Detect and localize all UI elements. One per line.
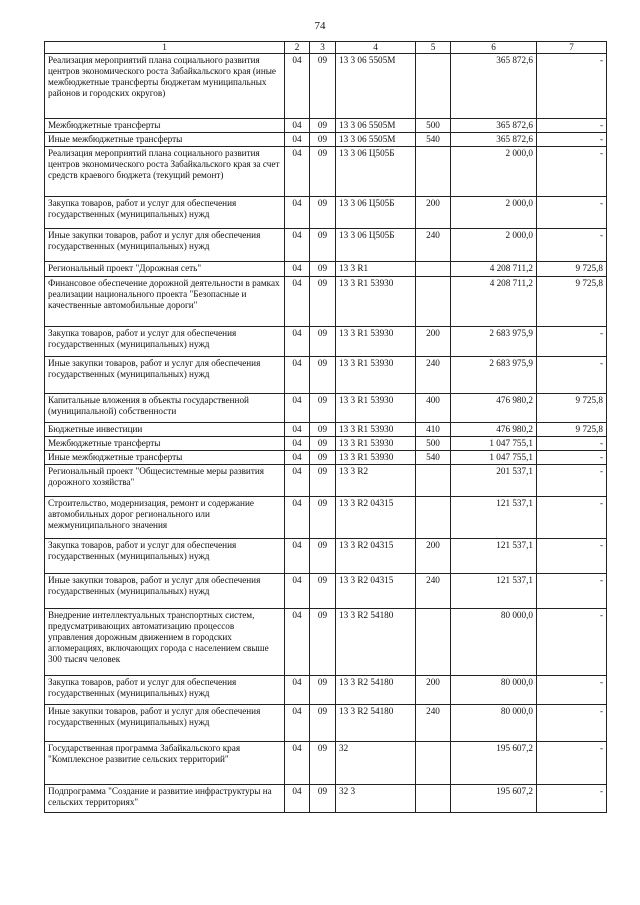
header-cell: 4 [336, 42, 416, 54]
row-target-cell: 13 3 R2 04315 [336, 574, 416, 609]
table-row [45, 197, 607, 229]
row-subsection-cell: 09 [310, 394, 336, 423]
row-type-cell [416, 785, 451, 813]
row-amount-cell: 4 208 711,2 [451, 262, 537, 277]
row-subsection-cell: 09 [310, 539, 336, 574]
row-amount-cell: 201 537,1 [451, 465, 537, 497]
row-section-cell: 04 [285, 327, 310, 357]
row-type-cell [416, 262, 451, 277]
row-target-cell: 13 3 06 5505М [336, 54, 416, 119]
row-type-cell [416, 497, 451, 539]
row-type-cell: 200 [416, 327, 451, 357]
row-amount-cell: 80 000,0 [451, 676, 537, 705]
row-amount2-cell: - [537, 327, 607, 357]
table-row [45, 147, 607, 197]
header-cell: 7 [537, 42, 607, 54]
row-section-cell: 04 [285, 54, 310, 119]
row-amount2-cell: - [537, 197, 607, 229]
row-type-cell: 400 [416, 394, 451, 423]
row-amount2-cell: - [537, 785, 607, 813]
row-target-cell: 13 3 R2 54180 [336, 676, 416, 705]
row-type-cell: 240 [416, 574, 451, 609]
row-amount-cell: 1 047 755,1 [451, 451, 537, 465]
table-row [45, 785, 607, 813]
row-subsection-cell: 09 [310, 423, 336, 437]
row-target-cell: 13 3 R1 53930 [336, 327, 416, 357]
row-type-cell: 410 [416, 423, 451, 437]
row-type-cell: 200 [416, 197, 451, 229]
row-section-cell: 04 [285, 742, 310, 785]
row-amount2-cell: - [537, 119, 607, 133]
row-amount-cell: 476 980,2 [451, 394, 537, 423]
row-target-cell: 13 3 06 Ц505Б [336, 229, 416, 262]
row-name-cell: Закупка товаров, работ и услуг для обеспечения государственных (муниципальных) нужд [45, 676, 285, 705]
row-amount-cell: 195 607,2 [451, 742, 537, 785]
row-amount-cell: 2 000,0 [451, 229, 537, 262]
row-subsection-cell: 09 [310, 451, 336, 465]
row-amount2-cell: 9 725,8 [537, 277, 607, 327]
row-section-cell: 04 [285, 119, 310, 133]
row-amount2-cell: 9 725,8 [537, 394, 607, 423]
row-type-cell [416, 609, 451, 676]
row-section-cell: 04 [285, 197, 310, 229]
row-subsection-cell: 09 [310, 54, 336, 119]
table-row [45, 262, 607, 277]
row-name-cell: Подпрограмма "Создание и развитие инфраструктуры на сельских территориях" [45, 785, 285, 813]
row-subsection-cell: 09 [310, 357, 336, 394]
row-type-cell: 500 [416, 437, 451, 451]
row-type-cell [416, 277, 451, 327]
row-type-cell: 500 [416, 119, 451, 133]
row-amount-cell: 1 047 755,1 [451, 437, 537, 451]
header-row [45, 42, 607, 54]
row-amount-cell: 80 000,0 [451, 609, 537, 676]
row-type-cell [416, 465, 451, 497]
row-section-cell: 04 [285, 133, 310, 147]
row-amount2-cell: - [537, 133, 607, 147]
row-amount-cell: 2 000,0 [451, 147, 537, 197]
row-type-cell [416, 147, 451, 197]
table-row [45, 394, 607, 423]
row-section-cell: 04 [285, 465, 310, 497]
row-subsection-cell: 09 [310, 609, 336, 676]
row-amount2-cell: 9 725,8 [537, 423, 607, 437]
row-target-cell: 13 3 R2 54180 [336, 609, 416, 676]
row-subsection-cell: 09 [310, 262, 336, 277]
row-target-cell: 13 3 R2 54180 [336, 705, 416, 742]
row-amount2-cell: - [537, 676, 607, 705]
row-amount2-cell: - [537, 451, 607, 465]
row-amount-cell: 121 537,1 [451, 574, 537, 609]
row-subsection-cell: 09 [310, 229, 336, 262]
table-row [45, 357, 607, 394]
row-name-cell: Межбюджетные трансферты [45, 437, 285, 451]
row-target-cell: 13 3 R1 53930 [336, 394, 416, 423]
row-type-cell: 200 [416, 676, 451, 705]
row-target-cell: 13 3 06 5505М [336, 133, 416, 147]
row-target-cell: 13 3 R1 [336, 262, 416, 277]
row-target-cell: 13 3 R1 53930 [336, 277, 416, 327]
row-section-cell: 04 [285, 497, 310, 539]
row-name-cell: Закупка товаров, работ и услуг для обеспечения государственных (муниципальных) нужд [45, 197, 285, 229]
table-row [45, 676, 607, 705]
table-row [45, 54, 607, 119]
row-subsection-cell: 09 [310, 277, 336, 327]
row-target-cell: 13 3 06 Ц505Б [336, 197, 416, 229]
row-target-cell: 13 3 R2 04315 [336, 497, 416, 539]
row-amount2-cell: - [537, 742, 607, 785]
row-section-cell: 04 [285, 437, 310, 451]
row-subsection-cell: 09 [310, 197, 336, 229]
row-amount2-cell: - [537, 574, 607, 609]
row-name-cell: Иные закупки товаров, работ и услуг для обеспечения государственных (муниципальных) нужд [45, 705, 285, 742]
row-amount-cell: 476 980,2 [451, 423, 537, 437]
row-type-cell: 540 [416, 133, 451, 147]
header-cell: 3 [310, 42, 336, 54]
row-section-cell: 04 [285, 574, 310, 609]
table-row [45, 119, 607, 133]
row-amount2-cell: - [537, 357, 607, 394]
table-row [45, 327, 607, 357]
row-section-cell: 04 [285, 785, 310, 813]
row-subsection-cell: 09 [310, 676, 336, 705]
row-subsection-cell: 09 [310, 133, 336, 147]
row-amount-cell: 365 872,6 [451, 119, 537, 133]
row-amount2-cell: - [537, 465, 607, 497]
header-cell: 6 [451, 42, 537, 54]
row-subsection-cell: 09 [310, 785, 336, 813]
row-amount2-cell: 9 725,8 [537, 262, 607, 277]
header-cell: 2 [285, 42, 310, 54]
row-target-cell: 13 3 R1 53930 [336, 357, 416, 394]
row-subsection-cell: 09 [310, 497, 336, 539]
row-name-cell: Иные закупки товаров, работ и услуг для обеспечения государственных (муниципальных) нужд [45, 574, 285, 609]
page-number: 74 [314, 20, 326, 32]
row-name-cell: Закупка товаров, работ и услуг для обеспечения государственных (муниципальных) нужд [45, 327, 285, 357]
row-section-cell: 04 [285, 705, 310, 742]
row-amount2-cell: - [537, 229, 607, 262]
table-row [45, 705, 607, 742]
row-name-cell: Иные межбюджетные трансферты [45, 133, 285, 147]
row-section-cell: 04 [285, 262, 310, 277]
table-row [45, 229, 607, 262]
row-name-cell: Финансовое обеспечение дорожной деятельности в рамках реализации национального проекта "Безопасные и качественные автомобильные дороги" [45, 277, 285, 327]
row-section-cell: 04 [285, 394, 310, 423]
table-row [45, 133, 607, 147]
table-body [45, 54, 607, 813]
row-type-cell: 240 [416, 705, 451, 742]
row-type-cell: 540 [416, 451, 451, 465]
row-section-cell: 04 [285, 609, 310, 676]
row-target-cell: 13 3 06 5505М [336, 119, 416, 133]
row-target-cell: 32 [336, 742, 416, 785]
row-section-cell: 04 [285, 451, 310, 465]
row-name-cell: Иные закупки товаров, работ и услуг для обеспечения государственных (муниципальных) нужд [45, 229, 285, 262]
row-amount2-cell: - [537, 705, 607, 742]
row-amount-cell: 80 000,0 [451, 705, 537, 742]
row-amount-cell: 121 537,1 [451, 539, 537, 574]
row-amount2-cell: - [537, 497, 607, 539]
row-name-cell: Государственная программа Забайкальского края "Комплексное развитие сельских территорий" [45, 742, 285, 785]
row-section-cell: 04 [285, 357, 310, 394]
row-name-cell: Закупка товаров, работ и услуг для обеспечения государственных (муниципальных) нужд [45, 539, 285, 574]
row-name-cell: Региональный проект "Общесистемные меры развития дорожного хозяйства" [45, 465, 285, 497]
table-row [45, 451, 607, 465]
row-name-cell: Бюджетные инвестиции [45, 423, 285, 437]
table-row [45, 437, 607, 451]
row-name-cell: Капитальные вложения в объекты государственной (муниципальной) собственности [45, 394, 285, 423]
row-type-cell: 240 [416, 229, 451, 262]
table-row [45, 277, 607, 327]
row-name-cell: Внедрение интеллектуальных транспортных систем, предусматривающих автоматизацию процессов управления дорожным движением в городских агломерациях, включающих города с населением свыше 300 тысяч человек [45, 609, 285, 676]
row-subsection-cell: 09 [310, 147, 336, 197]
row-name-cell: Межбюджетные трансферты [45, 119, 285, 133]
row-subsection-cell: 09 [310, 437, 336, 451]
row-section-cell: 04 [285, 147, 310, 197]
row-subsection-cell: 09 [310, 119, 336, 133]
table-row [45, 497, 607, 539]
row-name-cell: Реализация мероприятий плана социального развития центров экономического роста Забайкальского края за счет средств краевого бюджета (текущий ремонт) [45, 147, 285, 197]
row-section-cell: 04 [285, 676, 310, 705]
row-target-cell: 13 3 R1 53930 [336, 451, 416, 465]
row-target-cell: 13 3 R1 53930 [336, 423, 416, 437]
row-amount-cell: 2 000,0 [451, 197, 537, 229]
row-amount2-cell: - [537, 539, 607, 574]
row-name-cell: Иные межбюджетные трансферты [45, 451, 285, 465]
row-name-cell: Региональный проект "Дорожная сеть" [45, 262, 285, 277]
row-amount-cell: 365 872,6 [451, 133, 537, 147]
row-type-cell: 200 [416, 539, 451, 574]
row-amount-cell: 365 872,6 [451, 54, 537, 119]
row-target-cell: 32 3 [336, 785, 416, 813]
row-subsection-cell: 09 [310, 705, 336, 742]
row-name-cell: Строительство, модернизация, ремонт и содержание автомобильных дорог регионального или межмуниципального значения [45, 497, 285, 539]
table-row [45, 574, 607, 609]
header-cell: 5 [416, 42, 451, 54]
row-subsection-cell: 09 [310, 574, 336, 609]
budget-table [44, 41, 607, 813]
row-target-cell: 13 3 06 Ц505Б [336, 147, 416, 197]
table-row [45, 423, 607, 437]
row-amount-cell: 121 537,1 [451, 497, 537, 539]
row-subsection-cell: 09 [310, 742, 336, 785]
row-section-cell: 04 [285, 277, 310, 327]
header-cell: 1 [45, 42, 285, 54]
row-type-cell [416, 742, 451, 785]
row-amount-cell: 4 208 711,2 [451, 277, 537, 327]
row-amount2-cell: - [537, 54, 607, 119]
row-target-cell: 13 3 R1 53930 [336, 437, 416, 451]
table-row [45, 609, 607, 676]
row-amount2-cell: - [537, 437, 607, 451]
row-section-cell: 04 [285, 229, 310, 262]
row-type-cell [416, 54, 451, 119]
row-target-cell: 13 3 R2 [336, 465, 416, 497]
row-subsection-cell: 09 [310, 465, 336, 497]
row-amount-cell: 195 607,2 [451, 785, 537, 813]
row-type-cell: 240 [416, 357, 451, 394]
table-row [45, 465, 607, 497]
row-name-cell: Реализация мероприятий плана социального развития центров экономического роста Забайкальского края (иные межбюджетные трансферты бюджетам муниципальных районов и городских округов) [45, 54, 285, 119]
row-section-cell: 04 [285, 539, 310, 574]
table-row [45, 742, 607, 785]
row-amount-cell: 2 683 975,9 [451, 357, 537, 394]
row-name-cell: Иные закупки товаров, работ и услуг для обеспечения государственных (муниципальных) нужд [45, 357, 285, 394]
row-target-cell: 13 3 R2 04315 [336, 539, 416, 574]
table-row [45, 539, 607, 574]
row-subsection-cell: 09 [310, 327, 336, 357]
row-amount2-cell: - [537, 147, 607, 197]
row-amount-cell: 2 683 975,9 [451, 327, 537, 357]
row-amount2-cell: - [537, 609, 607, 676]
row-section-cell: 04 [285, 423, 310, 437]
